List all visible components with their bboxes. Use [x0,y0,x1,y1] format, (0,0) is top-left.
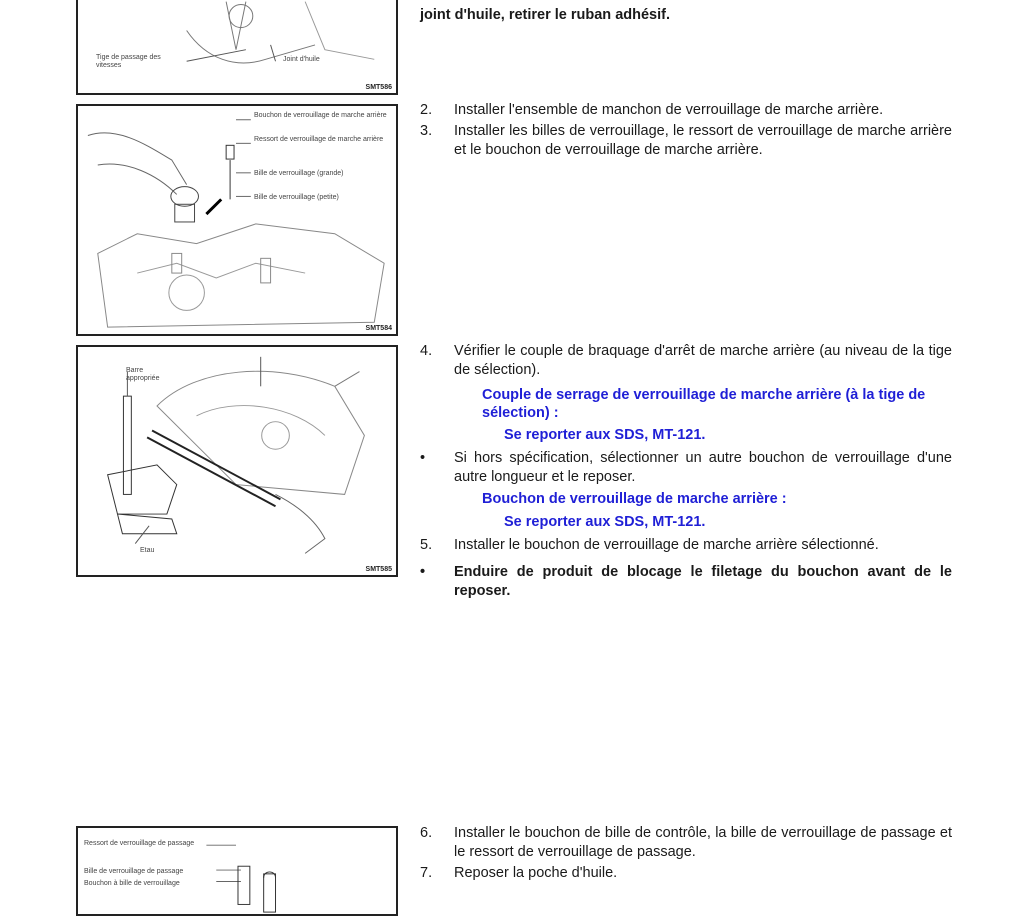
steps-block-3 [420,824,952,883]
figure-shift-rod [76,0,398,95]
step-text: Reposer la poche d'huile. [454,865,618,881]
step-3 [420,122,952,160]
figure-code: SMT585 [365,566,392,573]
figure-code: SMT584 [365,325,392,332]
spec-plug: Bouchon de verrouillage de marche arrière : [482,491,787,507]
spec-torque-ref: Se reporter aux SDS, MT-121. [504,427,706,443]
spec-torque: Couple de serrage de verrouillage de marche arrière (à la tige de sélection) : [482,387,926,421]
step-number: 4. [420,343,433,359]
label-ball-plug: Bouchon à bille de verrouillage [84,880,180,887]
step-1-end: joint d'huile, retirer le ruban adhésif. [420,7,670,23]
step-7 [420,864,952,883]
step-number: 7. [420,865,433,881]
figure-shift-lock [76,826,398,916]
figure-reverse-lock [76,104,398,336]
step-6 [420,824,952,862]
label-shift-rod: Tige de passage des vitesses [96,54,161,69]
label-reverse-spring: Ressort de verrouillage de marche arrière [254,136,384,143]
step-number: 3. [420,123,433,139]
step-text: Installer l'ensemble de manchon de verrouillage de marche arrière. [454,102,884,118]
label-oil-seal: Joint d'huile [283,56,320,63]
figure-code: SMT586 [365,84,392,91]
step-2 [420,101,952,120]
label-ball-small: Bille de verrouillage (petite) [254,194,339,201]
step-5 [420,536,952,555]
label-vise: Etau [140,547,155,554]
bullet-mark: • [420,450,426,466]
label-shift-spring: Ressort de verrouillage de passage [84,840,195,847]
bullet-text: Enduire de produit de blocage le filetage du bouchon avant de le reposer. [454,564,952,599]
step-number: 2. [420,102,433,118]
figure-torque-check [76,345,398,577]
steps-block-1 [420,101,952,160]
label-reverse-plug: Bouchon de verrouillage de marche arrière [254,112,387,119]
step-text: Installer le bouchon de verrouillage de marche arrière sélectionné. [454,537,879,553]
step-number: 5. [420,537,433,553]
steps-block-2 [420,342,952,601]
label-bar: Barre appropriée [126,367,160,382]
bullet-2 [420,563,952,601]
step-text: Installer les billes de verrouillage, le ressort de verrouillage de marche arrière et le bouchon de verrouillage de marche arrière. [454,123,952,158]
spec-plug-ref: Se reporter aux SDS, MT-121. [504,514,706,530]
bullet-mark: • [420,564,426,580]
step-4 [420,342,952,380]
label-shift-ball: Bille de verrouillage de passage [84,868,184,875]
step-text: Vérifier le couple de braquage d'arrêt de marche arrière (au niveau de la tige de sélection). [454,343,952,378]
figure-shift-rod-drawing [78,0,396,93]
step-number: 6. [420,825,433,841]
top-continuation [420,6,952,25]
bullet-1 [420,449,952,487]
step-text: Installer le bouchon de bille de contrôle, la bille de verrouillage de passage et le ressort de verrouillage de passage. [454,825,952,860]
bullet-text: Si hors spécification, sélectionner un autre bouchon de verrouillage d'une autre longueur et le reposer. [454,450,952,485]
label-ball-large: Bille de verrouillage (grande) [254,170,344,177]
